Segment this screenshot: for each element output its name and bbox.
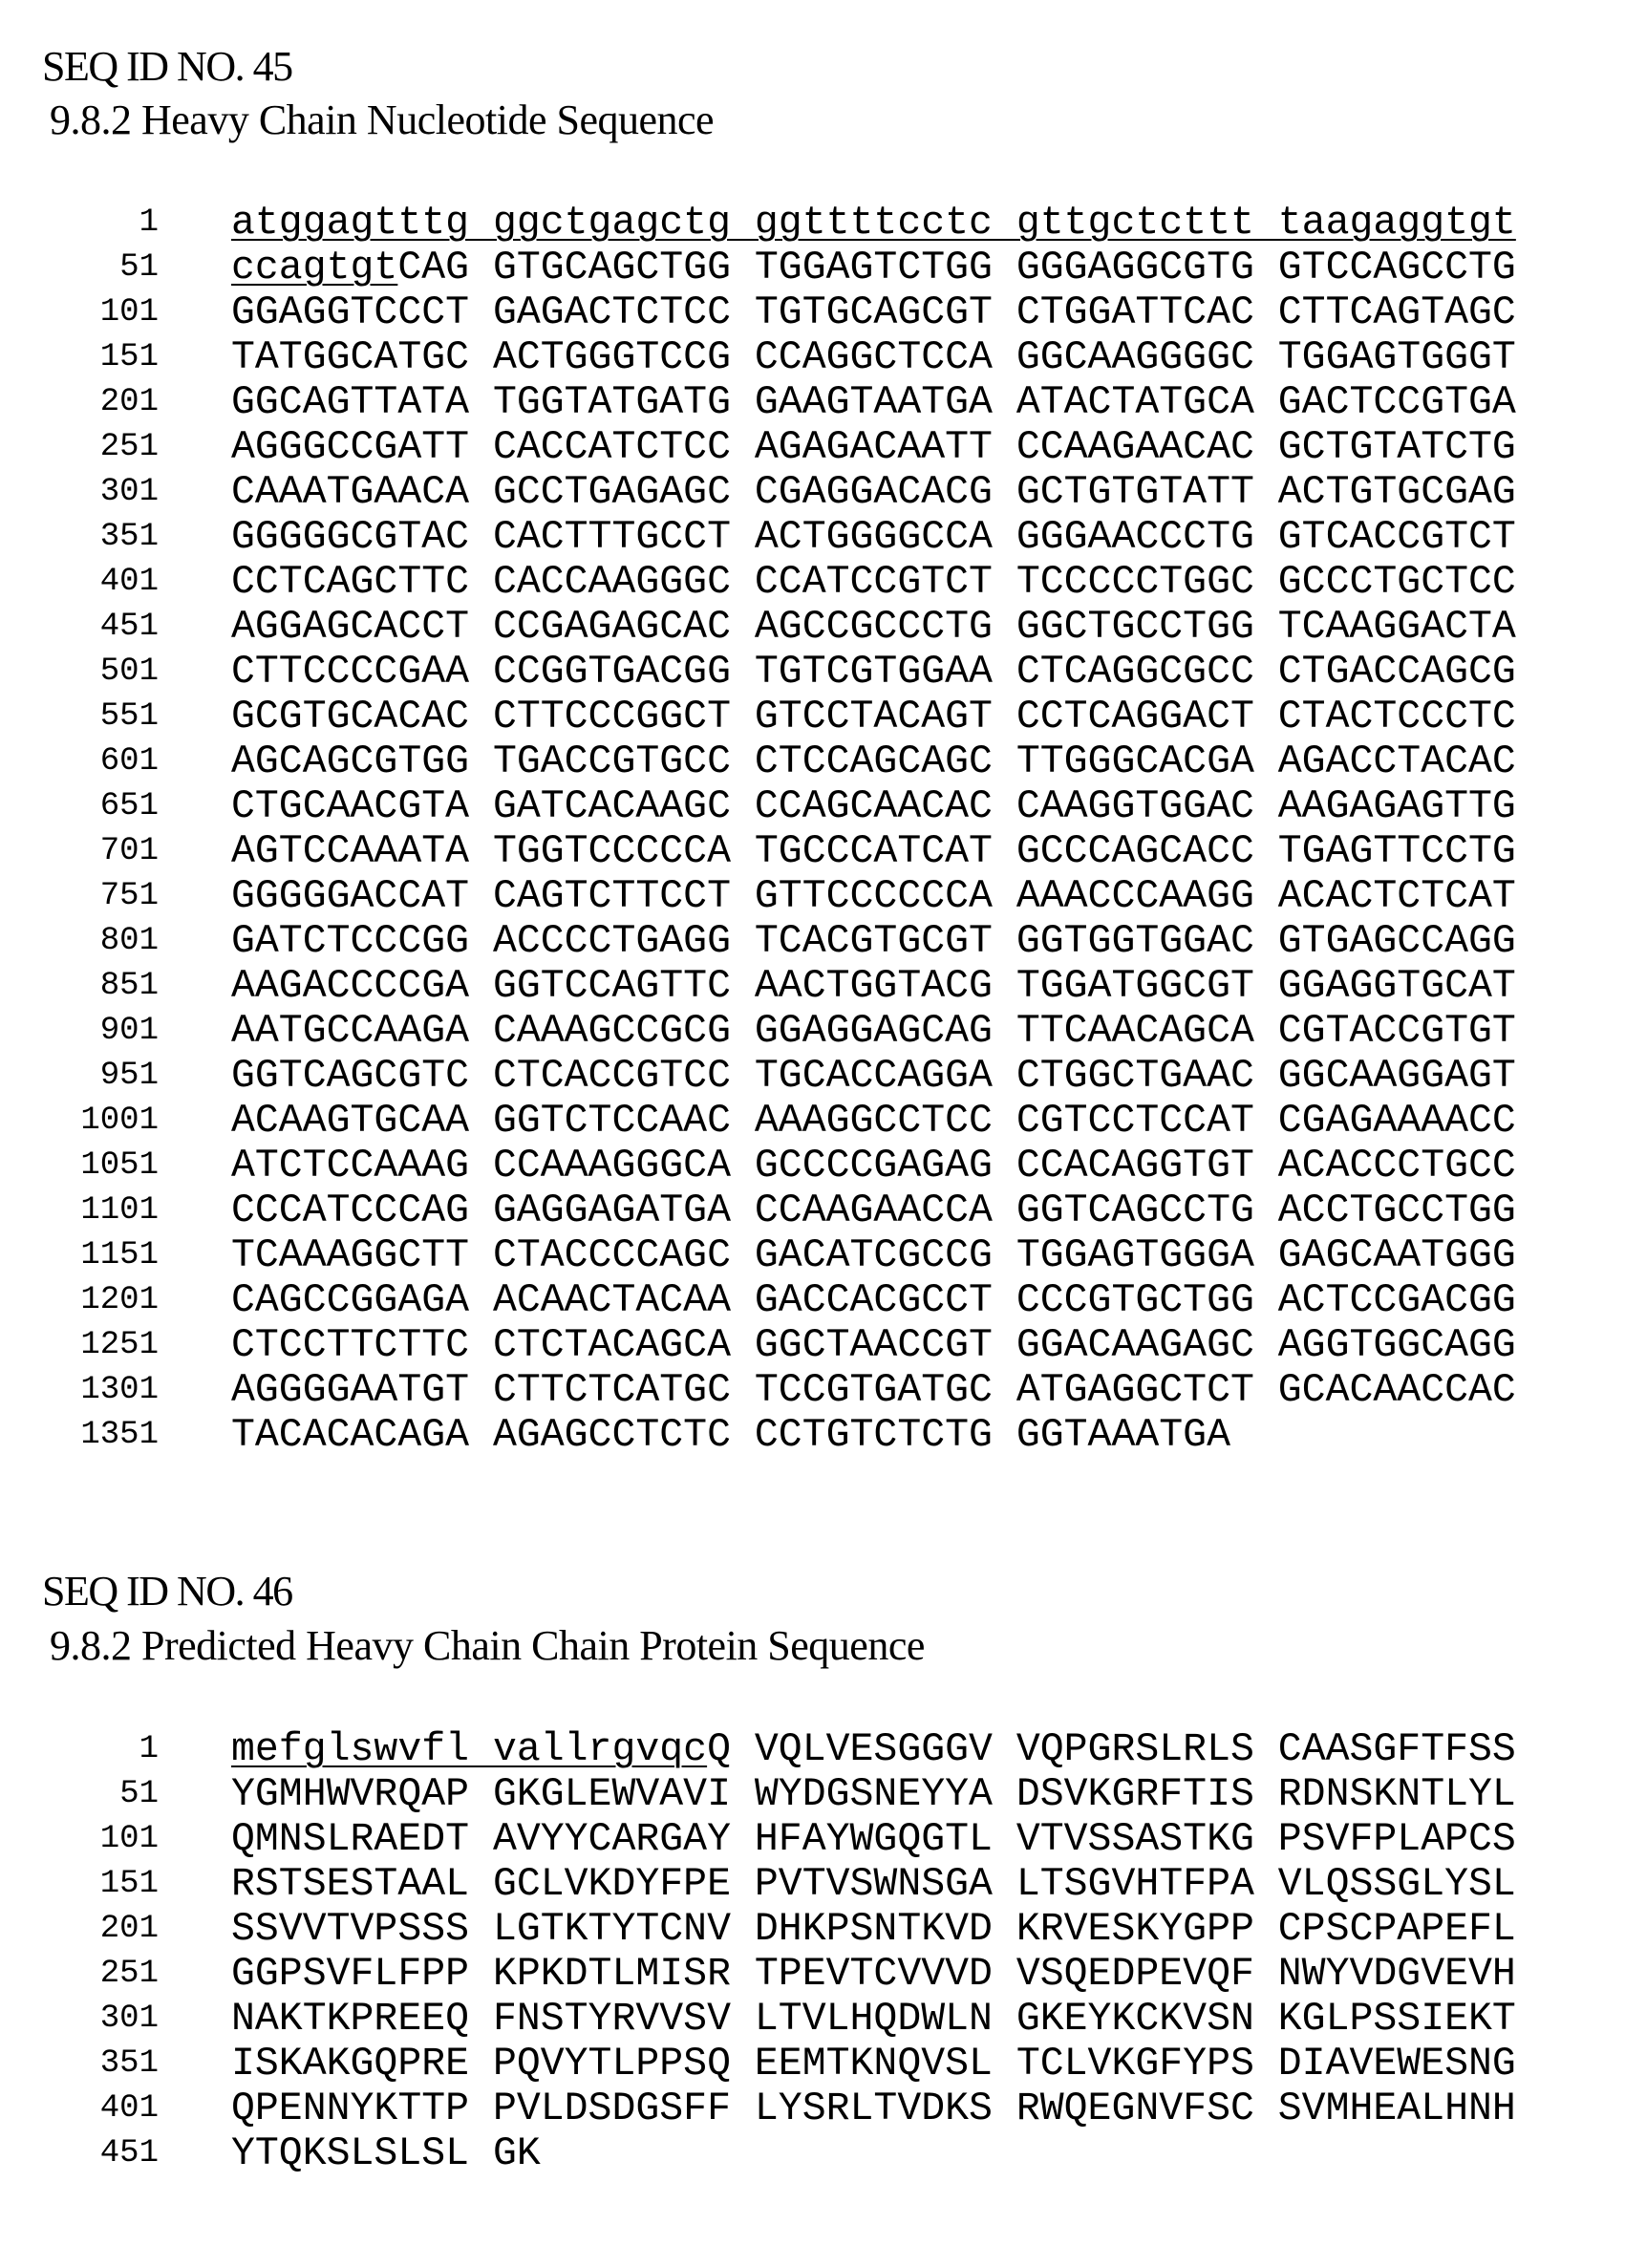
sequence-residues: YGMHWVRQAP GKGLEWVAVI WYDGSNEYYA DSVKGRFTIS RDNSKNTLYL xyxy=(231,1772,1516,1817)
sequence-residues: QPENNYKTTP PVLDSDGSFF LYSRLTVDKS RWQEGNVFSC SVMHEALHNH xyxy=(231,2086,1516,2131)
sequence-text xyxy=(231,829,1516,874)
sequence-text xyxy=(231,470,1516,515)
row-position-number: 201 xyxy=(99,384,159,420)
sequence-text xyxy=(231,964,1516,1009)
sequence-residues: CTTCCCCGAA CCGGTGACGG TGTCGTGGAA CTCAGGCGCC CTGACCAGCG xyxy=(231,650,1516,695)
sequence-row xyxy=(0,1009,1625,1058)
sequence-row xyxy=(0,1772,1625,1821)
row-position-number: 501 xyxy=(99,653,159,690)
sequence-residues: Q VQLVESGGGV VQPGRSLRLS CAASGFTFSS xyxy=(707,1727,1516,1772)
sequence-row xyxy=(0,246,1625,294)
sequence-text xyxy=(231,919,1516,964)
sequence-row xyxy=(0,1727,1625,1776)
sequence-text xyxy=(231,1054,1516,1099)
sequence-residues: YTQKSLSLSL GK xyxy=(231,2131,541,2176)
sequence-residues: AGTCCAAATA TGGTCCCCCA TGCCCATCAT GCCCAGCACC TGAGTTCCTG xyxy=(231,829,1516,874)
sequence-row xyxy=(0,425,1625,474)
sequence-text xyxy=(231,1368,1516,1413)
sequence-text xyxy=(231,1997,1516,2042)
sequence-text xyxy=(231,1323,1516,1368)
sequence-text xyxy=(231,201,1516,246)
row-position-number: 1 xyxy=(139,1731,159,1767)
sequence-row xyxy=(0,201,1625,249)
sequence-residues: CCCATCCCAG GAGGAGATGA CCAAGAACCA GGTCAGCCTG ACCTGCCTGG xyxy=(231,1188,1516,1233)
row-position-number: 351 xyxy=(99,2045,159,2082)
sequence-residues: ISKAKGQPRE PQVYTLPPSQ EEMTKNQVSL TCLVKGFYPS DIAVEWESNG xyxy=(231,2042,1516,2086)
sequence-row xyxy=(0,964,1625,1013)
sequence-text xyxy=(231,1952,1516,1997)
sequence-row xyxy=(0,1188,1625,1237)
sequence-residues: ATCTCCAAAG CCAAAGGGCA GCCCCGAGAG CCACAGGTGT ACACCCTGCC xyxy=(231,1144,1516,1188)
sequence-residues: AGGAGCACCT CCGAGAGCAC AGCCGCCCTG GGCTGCCTGG TCAAGGACTA xyxy=(231,605,1516,650)
row-position-number: 51 xyxy=(119,249,159,286)
sequence-text xyxy=(231,1413,1230,1458)
row-position-number: 151 xyxy=(99,1866,159,1902)
sequence-text xyxy=(231,1772,1516,1817)
sequence-text xyxy=(231,650,1516,695)
row-position-number: 651 xyxy=(99,788,159,824)
sequence-residues: SSVVTVPSSS LGTKTYTCNV DHKPSNTKVD KRVESKYGPP CPSCPAPEFL xyxy=(231,1907,1516,1952)
sequence-residues: GGGGGACCAT CAGTCTTCCT GTTCCCCCCA AAACCCAAGG ACACTCTCAT xyxy=(231,874,1516,919)
sequence-row xyxy=(0,1323,1625,1372)
seq-id-heading: SEQ ID NO. 45 xyxy=(42,43,292,90)
sequence-text xyxy=(231,784,1516,829)
sequence-row xyxy=(0,1997,1625,2045)
sequence-residues: NAKTKPREEQ FNSTYRVVSV LTVLHQDWLN GKEYKCKVSN KGLPSSIEKT xyxy=(231,1997,1516,2042)
sequence-text xyxy=(231,1233,1516,1278)
sequence-row xyxy=(0,335,1625,384)
row-position-number: 951 xyxy=(99,1058,159,1094)
sequence-row xyxy=(0,1233,1625,1282)
sequence-row xyxy=(0,739,1625,788)
row-position-number: 451 xyxy=(99,2135,159,2172)
sequence-residues: TACACACAGA AGAGCCTCTC CCTGTCTCTG GGTAAATGA xyxy=(231,1413,1230,1458)
sequence-residues: CAAATGAACA GCCTGAGAGC CGAGGACACG GCTGTGTATT ACTGTGCGAG xyxy=(231,470,1516,515)
row-position-number: 1151 xyxy=(80,1237,159,1273)
sequence-row xyxy=(0,2042,1625,2090)
row-position-number: 1201 xyxy=(80,1282,159,1318)
sequence-row xyxy=(0,650,1625,698)
sequence-text xyxy=(231,1278,1516,1323)
sequence-residues: AGGGCCGATT CACCATCTCC AGAGACAATT CCAAGAACAC GCTGTATCTG xyxy=(231,425,1516,470)
row-position-number: 251 xyxy=(99,429,159,465)
sequence-text xyxy=(231,246,1516,290)
sequence-residues: AGCAGCGTGG TGACCGTGCC CTCCAGCAGC TTGGGCACGA AGACCTACAC xyxy=(231,739,1516,784)
sequence-residues: TATGGCATGC ACTGGGTCCG CCAGGCTCCA GGCAAGGGGC TGGAGTGGGT xyxy=(231,335,1516,380)
row-position-number: 851 xyxy=(99,968,159,1004)
row-position-number: 101 xyxy=(99,294,159,331)
sequence-text xyxy=(231,335,1516,380)
sequence-text xyxy=(231,515,1516,560)
sequence-row xyxy=(0,605,1625,653)
sequence-residues: AATGCCAAGA CAAAGCCGCG GGAGGAGCAG TTCAACAGCA CGTACCGTGT xyxy=(231,1009,1516,1054)
sequence-text xyxy=(231,380,1516,425)
row-position-number: 51 xyxy=(119,1776,159,1812)
sequence-row xyxy=(0,1817,1625,1866)
sequence-residues: GGCAGTTATA TGGTATGATG GAAGTAATGA ATACTATGCA GACTCCGTGA xyxy=(231,380,1516,425)
row-position-number: 601 xyxy=(99,743,159,780)
sequence-row xyxy=(0,515,1625,564)
signal-peptide-underlined: mefglswvfl vallrgvqc xyxy=(231,1727,708,1772)
sequence-residues: CTGCAACGTA GATCACAAGC CCAGCAACAC CAAGGTGGAC AAGAGAGTTG xyxy=(231,784,1516,829)
sequence-title: 9.8.2 Heavy Chain Nucleotide Sequence xyxy=(50,96,715,143)
sequence-text xyxy=(231,1009,1516,1054)
sequence-row xyxy=(0,695,1625,743)
sequence-row xyxy=(0,919,1625,968)
row-position-number: 1251 xyxy=(80,1327,159,1363)
signal-peptide-underlined: atggagtttg ggctgagctg ggttttcctc gttgctcttt taagaggtgt xyxy=(231,201,1516,246)
sequence-row xyxy=(0,1278,1625,1327)
sequence-row xyxy=(0,2131,1625,2180)
row-position-number: 401 xyxy=(99,2090,159,2127)
row-position-number: 1001 xyxy=(80,1102,159,1139)
sequence-row xyxy=(0,290,1625,339)
sequence-residues: CTCCTTCTTC CTCTACAGCA GGCTAACCGT GGACAAGAGC AGGTGGCAGG xyxy=(231,1323,1516,1368)
sequence-text xyxy=(231,1817,1516,1862)
sequence-text xyxy=(231,560,1516,605)
sequence-residues: AAGACCCCGA GGTCCAGTTC AACTGGTACG TGGATGGCGT GGAGGTGCAT xyxy=(231,964,1516,1009)
sequence-text xyxy=(231,425,1516,470)
sequence-row xyxy=(0,560,1625,609)
sequence-text xyxy=(231,1862,1516,1907)
seq-id-heading: SEQ ID NO. 46 xyxy=(42,1568,292,1615)
sequence-row xyxy=(0,1413,1625,1462)
row-position-number: 751 xyxy=(99,878,159,914)
sequence-residues: TCAAAGGCTT CTACCCCAGC GACATCGCCG TGGAGTGGGA GAGCAATGGG xyxy=(231,1233,1516,1278)
sequence-row xyxy=(0,1144,1625,1192)
sequence-residues: CCTCAGCTTC CACCAAGGGC CCATCCGTCT TCCCCCTGGC GCCCTGCTCC xyxy=(231,560,1516,605)
sequence-residues: GGAGGTCCCT GAGACTCTCC TGTGCAGCGT CTGGATTCAC CTTCAGTAGC xyxy=(231,290,1516,335)
row-position-number: 251 xyxy=(99,1956,159,1992)
sequence-residues: QMNSLRAEDT AVYYCARGAY HFAYWGQGTL VTVSSASTKG PSVFPLAPCS xyxy=(231,1817,1516,1862)
row-position-number: 1 xyxy=(139,204,159,241)
sequence-row xyxy=(0,470,1625,519)
row-position-number: 1351 xyxy=(80,1417,159,1453)
sequence-text xyxy=(231,1188,1516,1233)
sequence-row xyxy=(0,1099,1625,1147)
sequence-row xyxy=(0,1907,1625,1956)
sequence-row xyxy=(0,1952,1625,2001)
sequence-row xyxy=(0,1862,1625,1911)
row-position-number: 301 xyxy=(99,474,159,510)
sequence-text xyxy=(231,739,1516,784)
sequence-text xyxy=(231,1727,1516,1772)
sequence-title: 9.8.2 Predicted Heavy Chain Chain Protein Sequence xyxy=(50,1622,925,1669)
row-position-number: 701 xyxy=(99,833,159,869)
sequence-row xyxy=(0,874,1625,923)
row-position-number: 451 xyxy=(99,609,159,645)
sequence-row xyxy=(0,2086,1625,2135)
sequence-residues: GGTCAGCGTC CTCACCGTCC TGCACCAGGA CTGGCTGAAC GGCAAGGAGT xyxy=(231,1054,1516,1099)
sequence-text xyxy=(231,1907,1516,1952)
sequence-text xyxy=(231,2131,541,2176)
row-position-number: 151 xyxy=(99,339,159,375)
sequence-text xyxy=(231,2086,1516,2131)
sequence-row xyxy=(0,1368,1625,1417)
row-position-number: 801 xyxy=(99,923,159,959)
sequence-text xyxy=(231,1144,1516,1188)
sequence-residues: GCGTGCACAC CTTCCCGGCT GTCCTACAGT CCTCAGGACT CTACTCCCTC xyxy=(231,695,1516,739)
sequence-residues: AGGGGAATGT CTTCTCATGC TCCGTGATGC ATGAGGCTCT GCACAACCAC xyxy=(231,1368,1516,1413)
sequence-residues: RSTSESTAAL GCLVKDYFPE PVTVSWNSGA LTSGVHTFPA VLQSSGLYSL xyxy=(231,1862,1516,1907)
sequence-text xyxy=(231,290,1516,335)
row-position-number: 901 xyxy=(99,1013,159,1049)
sequence-row xyxy=(0,1054,1625,1102)
row-position-number: 201 xyxy=(99,1911,159,1947)
sequence-residues: CAGCCGGAGA ACAACTACAA GACCACGCCT CCCGTGCTGG ACTCCGACGG xyxy=(231,1278,1516,1323)
sequence-text xyxy=(231,2042,1516,2086)
sequence-row xyxy=(0,829,1625,878)
row-position-number: 301 xyxy=(99,2001,159,2037)
sequence-residues: GATCTCCCGG ACCCCTGAGG TCACGTGCGT GGTGGTGGAC GTGAGCCAGG xyxy=(231,919,1516,964)
sequence-residues: ACAAGTGCAA GGTCTCCAAC AAAGGCCTCC CGTCCTCCAT CGAGAAAACC xyxy=(231,1099,1516,1144)
row-position-number: 351 xyxy=(99,519,159,555)
row-position-number: 1301 xyxy=(80,1372,159,1408)
row-position-number: 1051 xyxy=(80,1147,159,1184)
row-position-number: 551 xyxy=(99,698,159,735)
signal-peptide-underlined: ccagtgt xyxy=(231,246,398,290)
sequence-residues: GGPSVFLFPP KPKDTLMISR TPEVTCVVVD VSQEDPEVQF NWYVDGVEVH xyxy=(231,1952,1516,1997)
sequence-residues: CAG GTGCAGCTGG TGGAGTCTGG GGGAGGCGTG GTCCAGCCTG xyxy=(397,246,1516,290)
row-position-number: 401 xyxy=(99,564,159,600)
sequence-text xyxy=(231,605,1516,650)
sequence-residues: GGGGGCGTAC CACTTTGCCT ACTGGGGCCA GGGAACCCTG GTCACCGTCT xyxy=(231,515,1516,560)
sequence-row xyxy=(0,380,1625,429)
sequence-row xyxy=(0,784,1625,833)
sequence-text xyxy=(231,874,1516,919)
sequence-text xyxy=(231,695,1516,739)
row-position-number: 101 xyxy=(99,1821,159,1857)
row-position-number: 1101 xyxy=(80,1192,159,1229)
sequence-text xyxy=(231,1099,1516,1144)
